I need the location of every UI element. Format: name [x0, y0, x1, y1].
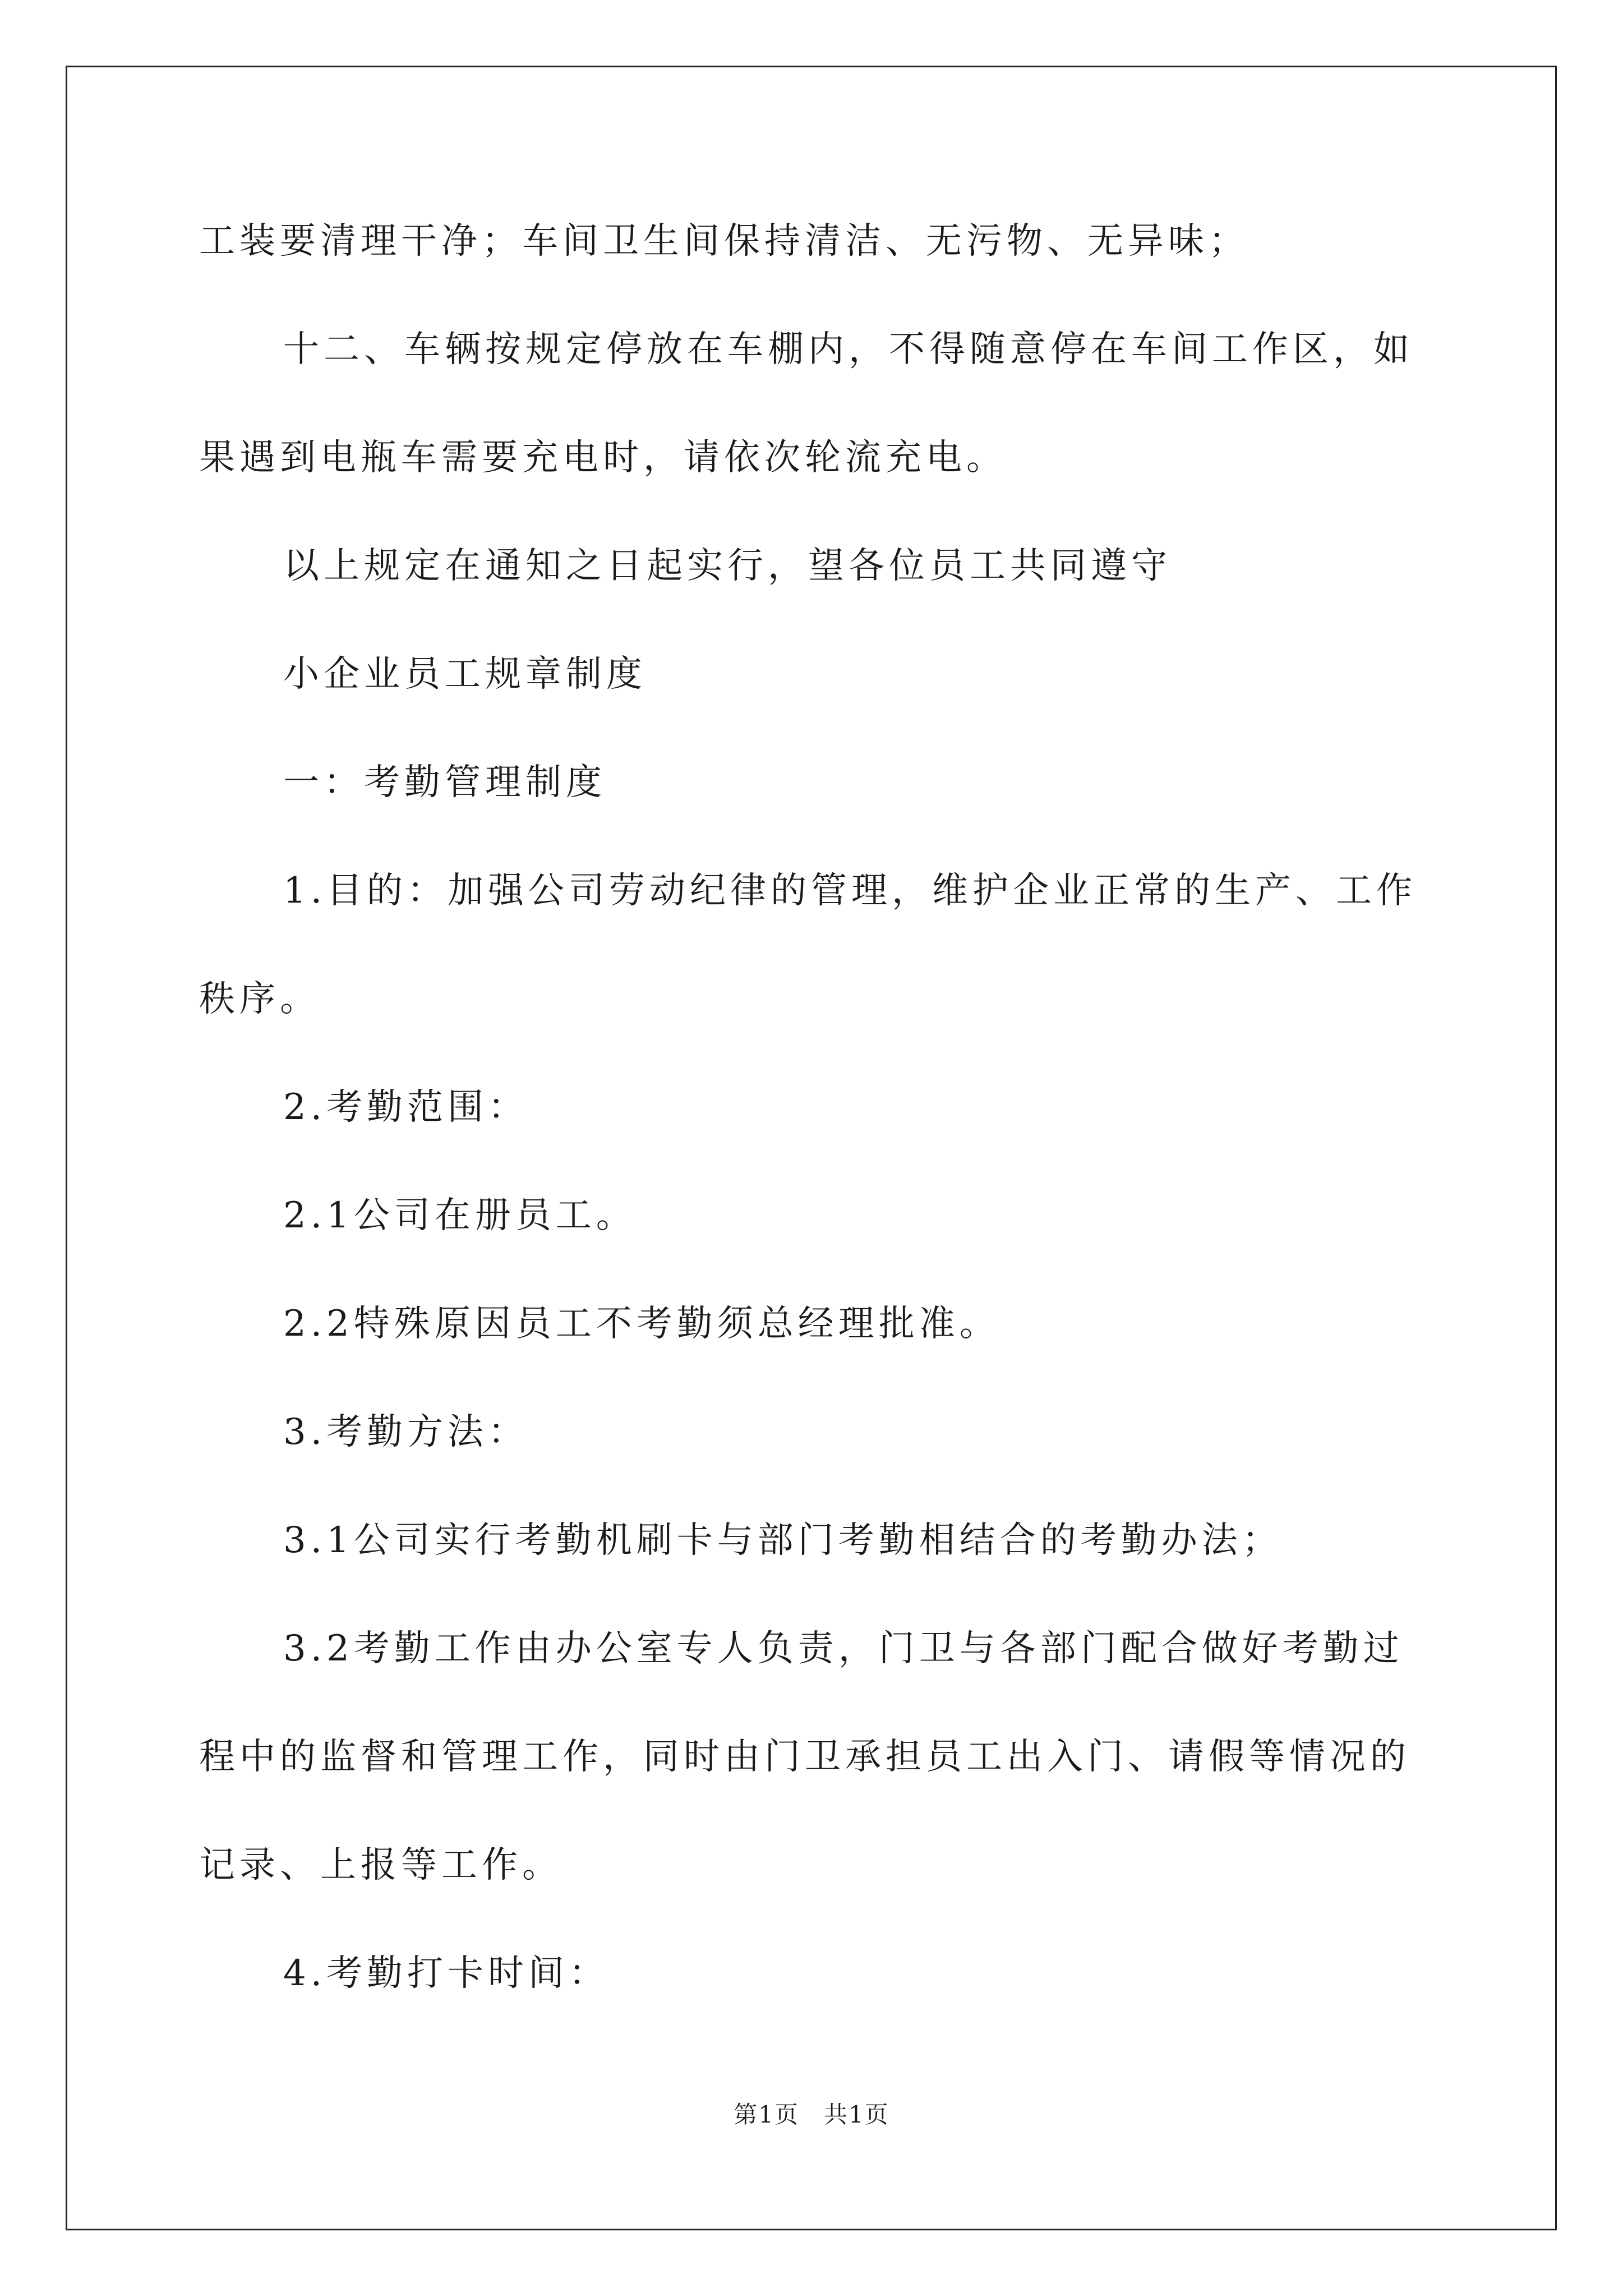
text-line: 3.2考勤工作由办公室专人负责，门卫与各部门配合做好考勤过 — [283, 1628, 1404, 1669]
section-title: 小企业员工规章制度 — [283, 654, 647, 695]
page-footer: 第1页 共1页 — [734, 2101, 889, 2128]
text-line: 十二、车辆按规定停放在车棚内，不得随意停在车间工作区，如 — [283, 329, 1414, 370]
text-line: 果遇到电瓶车需要充电时，请依次轮流充电。 — [199, 437, 1007, 478]
text-line: 3.1公司实行考勤机刷卡与部门考勤相结合的考勤办法； — [283, 1520, 1283, 1561]
text-line: 1.目的：加强公司劳动纪律的管理，维护企业正常的生产、工作 — [283, 870, 1417, 912]
section-heading: 一：考勤管理制度 — [283, 762, 606, 803]
text-line: 记录、上报等工作。 — [199, 1844, 562, 1886]
text-line: 程中的监督和管理工作，同时由门卫承担员工出入门、请假等情况的 — [199, 1736, 1410, 1778]
text-line: 工装要清理干净；车间卫生间保持清洁、无污物、无异味； — [199, 220, 1249, 262]
text-line: 2.考勤范围： — [283, 1087, 529, 1128]
text-line: 以上规定在通知之日起实行，望各位员工共同遵守 — [283, 545, 1172, 587]
text-line: 3.考勤方法： — [283, 1411, 529, 1453]
text-line: 2.2特殊原因员工不考勤须总经理批准。 — [283, 1303, 1000, 1345]
text-line: 2.1公司在册员工。 — [283, 1195, 637, 1236]
text-line: 4.考勤打卡时间： — [283, 1953, 610, 1994]
page-border — [66, 66, 1557, 2230]
text-line: 秩序。 — [199, 978, 320, 1020]
